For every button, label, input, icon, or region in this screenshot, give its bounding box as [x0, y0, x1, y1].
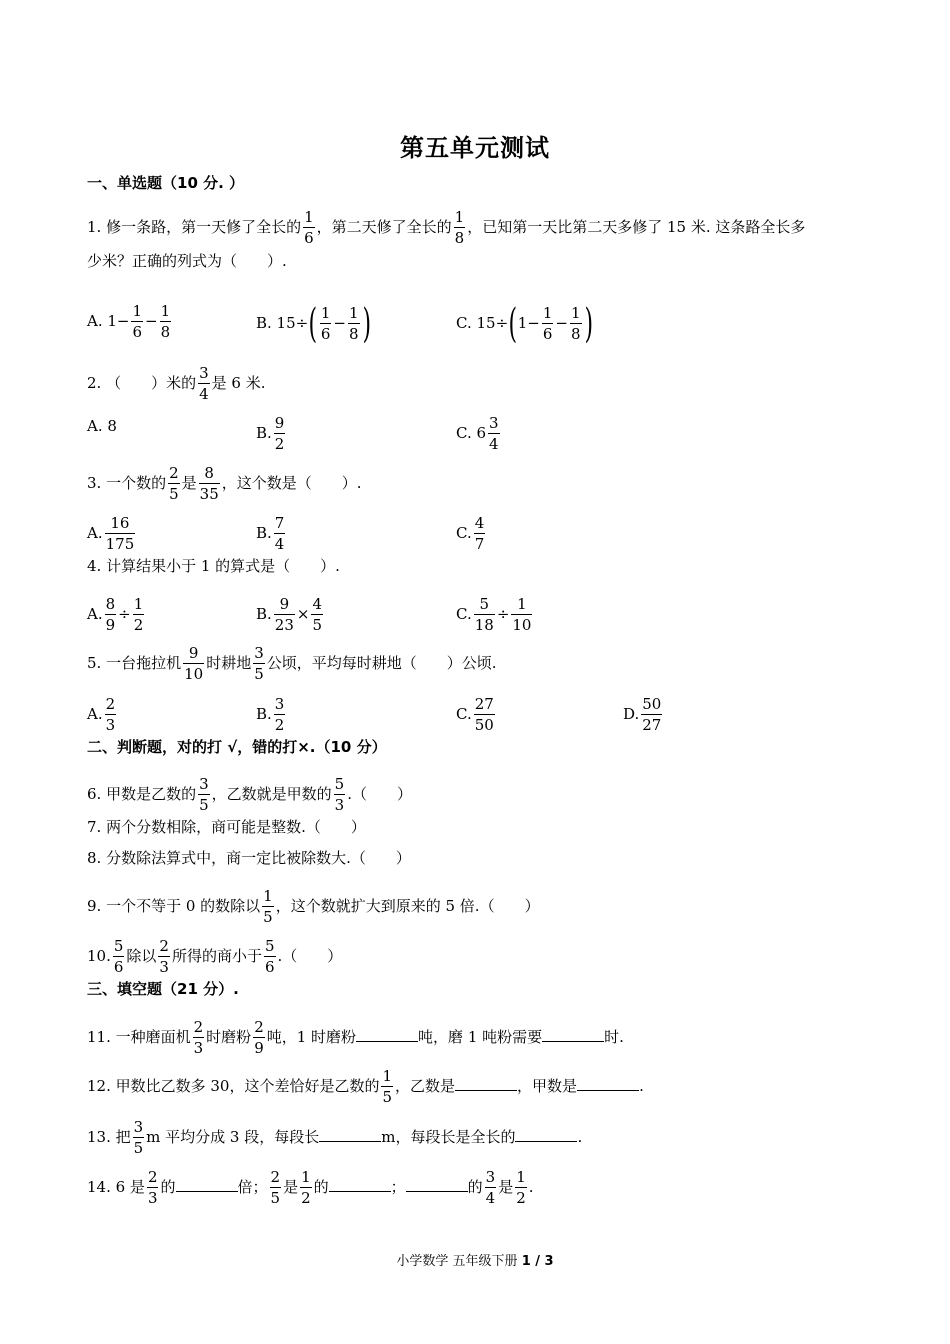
q4-option-c: C. $\frac{5}{18}$ ÷ $\frac{1}{10}$ — [456, 595, 532, 634]
q5-option-a: A. $\frac{2}{3}$ — [87, 695, 116, 734]
q1-text-b: ，第二天修了全长的 — [316, 218, 452, 236]
q4-option-b: B. $\frac{9}{23}$ × $\frac{4}{5}$ — [256, 595, 323, 634]
section-heading-true-false: 二、判断题，对的打 √，错的打×.（10 分） — [87, 738, 387, 756]
q5-option-c: C. $\frac{27}{50}$ — [456, 695, 494, 734]
q2-option-c: C. 6 $\frac{3}{4}$ — [456, 414, 499, 453]
question-11: 11. 一种磨面机 $\frac{2}{3}$ 时磨粉 $\frac{2}{9}$ 吨，1 时磨粉 吨，磨 1 吨粉需要 时. — [87, 1018, 624, 1057]
q3-option-c: C. $\frac{4}{7}$ — [456, 514, 485, 553]
answer-blank[interactable] — [542, 1027, 604, 1042]
question-13: 13. 把 $\frac{3}{5}$ m 平均分成 3 段，每段长 m，每段长是全长的 . — [87, 1118, 583, 1157]
q5-option-d: D. $\frac{50}{27}$ — [623, 695, 662, 734]
question-4: 4. 计算结果小于 1 的算式是（ ）. — [87, 557, 340, 575]
q4-option-a: A. $\frac{8}{9}$ ÷ $\frac{1}{2}$ — [87, 595, 144, 634]
answer-blank[interactable] — [356, 1027, 418, 1042]
question-14: 14. 6 是 $\frac{2}{3}$ 的 倍； $\frac{2}{5}$ 是 $\frac{1}{2}$ 的 ； 的 $\frac{3}{4}$ 是 $\frac{1}{2}$ . — [87, 1168, 534, 1207]
answer-blank[interactable] — [176, 1177, 238, 1192]
section-heading-single-choice: 一、单选题（10 分. ） — [87, 174, 245, 192]
footer-subject: 小学数学 五年级下册 — [396, 1254, 522, 1269]
q5-option-b: B. $\frac{3}{2}$ — [256, 695, 285, 734]
question-12: 12. 甲数比乙数多 30，这个差恰好是乙数的 $\frac{1}{5}$ ，乙数是 ，甲数是 . — [87, 1067, 644, 1106]
answer-blank[interactable] — [455, 1076, 517, 1091]
page-number: 1 / 3 — [521, 1254, 554, 1269]
question-2: 2. （ ）米的 $\frac{3}{4}$ 是 6 米. — [87, 364, 266, 403]
fraction: $\frac{1}{8}$ — [454, 208, 465, 247]
answer-blank[interactable] — [319, 1127, 381, 1142]
question-10: 10. $\frac{5}{6}$ 除以 $\frac{2}{3}$ 所得的商小于 $\frac{5}{6}$ .（ ） — [87, 937, 343, 976]
fraction: $\frac{1}{6}$ — [304, 208, 314, 247]
page-footer — [0, 1250, 950, 1269]
q2-option-a: A. 8 — [87, 417, 117, 435]
answer-blank[interactable] — [515, 1127, 577, 1142]
q2-option-b: B. $\frac{9}{2}$ — [256, 414, 285, 453]
q1-text-c: ，已知第一天比第二天多修了 15 米. 这条路全长多 — [467, 218, 806, 236]
question-7: 7. 两个分数相除，商可能是整数.（ ） — [87, 818, 366, 836]
q3-option-b: B. $\frac{7}{4}$ — [256, 514, 285, 553]
question-9: 9. 一个不等于 0 的数除以 $\frac{1}{5}$ ，这个数就扩大到原来的 5 倍.（ ） — [87, 887, 540, 926]
q1-option-b: B. 15÷( $\frac{1}{6}$ − $\frac{1}{8}$ ) — [256, 301, 371, 347]
page-title: 第五单元测试 — [400, 134, 550, 162]
question-5: 5. 一台拖拉机 $\frac{9}{10}$ 时耕地 $\frac{3}{5}$ 公顷，平均每时耕地（ ）公顷. — [87, 644, 497, 683]
question-8: 8. 分数除法算式中，商一定比被除数大.（ ） — [87, 849, 411, 867]
question-3: 3. 一个数的 $\frac{2}{5}$ 是 $\frac{8}{35}$ ，这个数是（ ）. — [87, 464, 362, 503]
question-1 — [87, 208, 806, 247]
answer-blank[interactable] — [577, 1076, 639, 1091]
question-1-line2: 少米？正确的列式为（ ）. — [87, 252, 287, 270]
answer-blank[interactable] — [406, 1177, 468, 1192]
answer-blank[interactable] — [329, 1177, 391, 1192]
q1-text-a: 1. 修一条路，第一天修了全长的 — [87, 218, 302, 236]
section-heading-fill-blank: 三、填空题（21 分）. — [87, 980, 239, 998]
q1-option-c: C. 15÷(1− $\frac{1}{6}$ − $\frac{1}{8}$ ) — [456, 301, 593, 347]
question-6: 6. 甲数是乙数的 $\frac{3}{5}$ ，乙数就是甲数的 $\frac{5}{3}$ .（ ） — [87, 775, 412, 814]
q1-option-a: A. 1− $\frac{1}{6}$ − $\frac{1}{8}$ — [87, 302, 171, 341]
q3-option-a: A. $\frac{16}{175}$ — [87, 514, 135, 553]
